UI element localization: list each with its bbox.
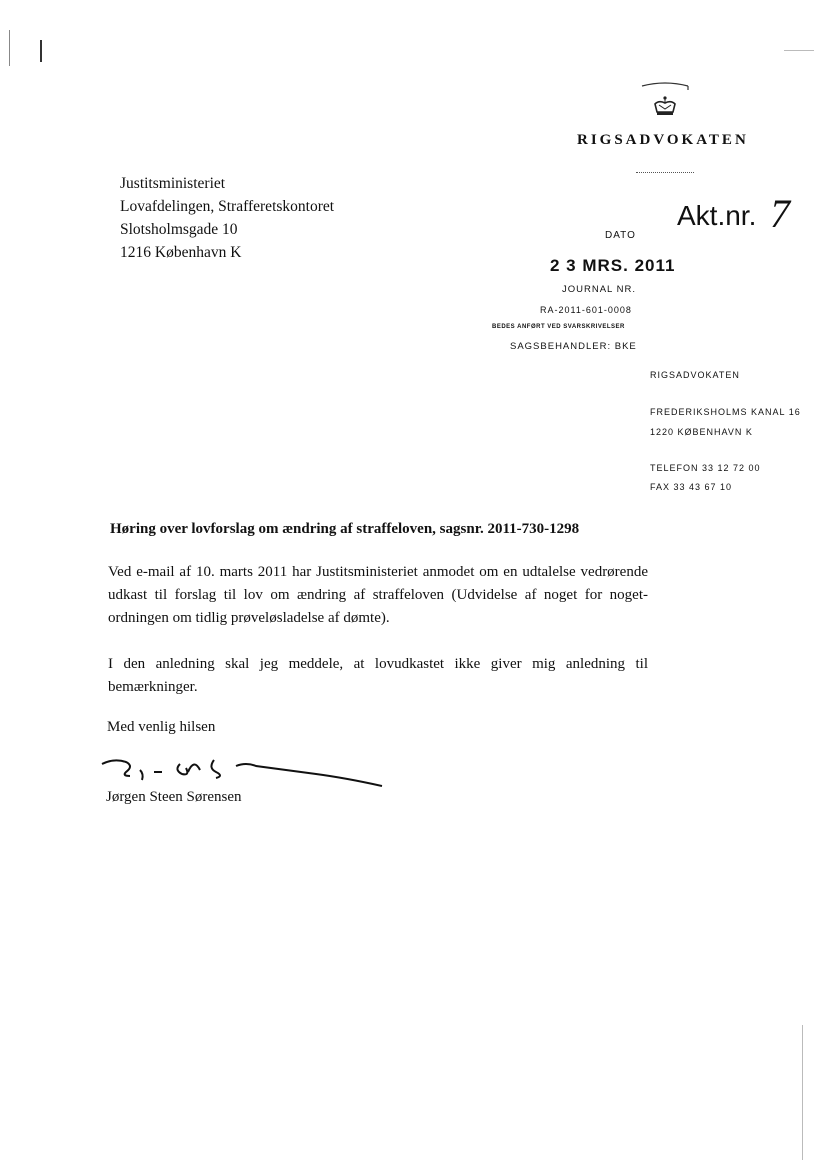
recipient-line-4: 1216 København K [120,244,242,261]
sender-phone: TELEFON 33 12 72 00 [650,463,761,473]
scan-mark [9,30,10,66]
akt-nr-label: Akt.nr. [677,200,757,231]
sender-name: RIGSADVOKATEN [650,370,740,380]
crown-icon [640,78,690,124]
akt-nr-value: 7 [770,191,790,236]
reference-note: BEDES ANFØRT VED SVARSKRIVELSER [492,324,625,330]
journal-number: RA-2011-601-0008 [540,305,632,315]
journal-label: JOURNAL NR. [562,284,636,295]
body-paragraph-2: I den anledning skal jeg meddele, at lovudkastet ikke giver mig anledning til bemærkninger. [108,656,648,695]
case-handler: SAGSBEHANDLER: BKE [510,341,637,352]
sender-city: 1220 KØBENHAVN K [650,427,753,437]
signer-name: Jørgen Steen Sørensen [106,789,242,805]
closing-greeting: Med venlig hilsen [107,719,216,735]
body-paragraph-1: Ved e-mail af 10. marts 2011 har Justitsministeriet anmodet om en udtalelse vedrørende udkast til forslag til lov om ændring af straffeloven (Udvidelse af noget for noget-ordningen om tidlig prøveløsladelse af dømte). [108,564,648,626]
org-name: RIGSADVOKATEN [577,132,749,148]
subject-line: Høring over lovforslag om ændring af straffeloven, sagsnr. 2011-730-1298 [110,521,580,537]
sender-street: FREDERIKSHOLMS KANAL 16 [650,407,801,417]
recipient-line-1: Justitsministeriet [120,175,226,192]
date-label: DATO [605,230,636,241]
recipient-line-2: Lovafdelingen, Strafferetskontoret [120,198,335,215]
date-stamp: 2 3 MRS. 2011 [550,256,676,275]
divider [636,172,694,174]
sender-fax: FAX 33 43 67 10 [650,482,733,492]
recipient-line-3: Slotsholmsgade 10 [120,221,238,238]
scan-mark [40,40,42,62]
scan-mark [784,50,814,51]
scan-mark [802,1025,803,1160]
